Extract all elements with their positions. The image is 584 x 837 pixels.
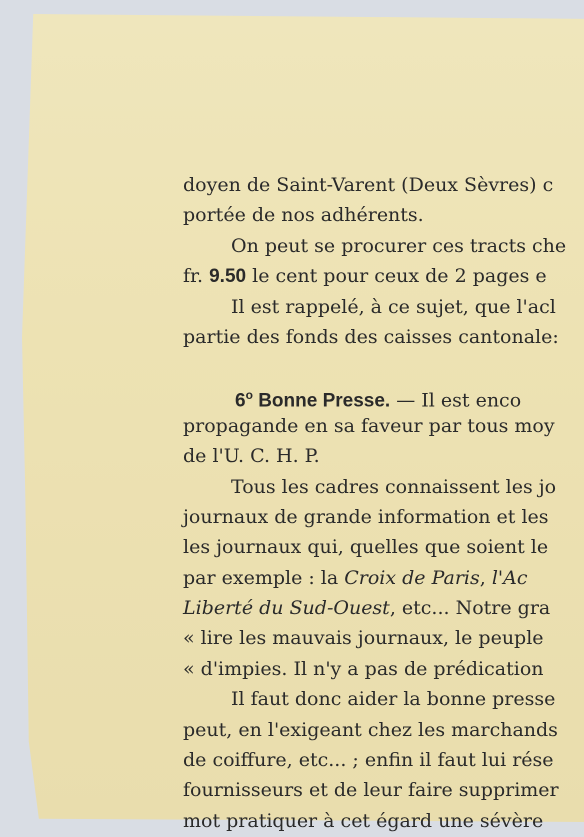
text-line: « d'impies. Il n'y a pas de prédication [183,657,544,680]
section-gap [183,352,584,380]
document-text [183,170,584,832]
text-line: portée de nos adhérents. [183,204,424,227]
newspaper-title: Liberté du Sud-Ouest [183,597,390,620]
text-line: par exemple : la Croix de Paris, l'Ac [183,566,528,589]
text-line: fournisseurs et de leur faire supprimer [183,779,559,802]
newspaper-title: l'Ac [491,566,528,589]
text-line: Il est rappelé, à ce sujet, que l'acl [231,295,556,318]
text-line: les journaux qui, quelles que soient le [183,536,549,559]
newspaper-title: Croix de Paris [344,566,480,589]
text-line: « lire les mauvais journaux, le peuple [183,627,544,650]
text-line: journaux de grande information et les [183,505,549,528]
text-line: propagande en sa faveur par tous moy [183,414,555,437]
text-line: partie des fonds des caisses cantonale: [183,325,559,348]
section-heading-line: 6$^o$ Bonne Presse. — Il est enco [235,388,522,412]
text-line: Il faut donc aider la bonne presse [231,688,556,711]
price-value: 9.50 [209,266,247,288]
text-line: Tous les cadres connaissent les jo [231,475,557,498]
text-line: fr. 9.50 le cent pour ceux de 2 pages e [183,265,547,288]
text-line: de coiffure, etc... ; enfin il faut lui rése [183,749,554,772]
section-heading: Bonne Presse. [252,390,391,412]
text-line: peut, en l'exigeant chez les marchands [183,718,558,741]
text-line: doyen de Saint-Varent (Deux Sèvres) c [183,174,554,196]
text-line: On peut se procurer ces tracts che [231,234,567,257]
text-line: Liberté du Sud-Ouest, etc... Notre gra [183,597,551,620]
text-line: mot pratiquer à cet égard une sévère [183,809,544,832]
text-line: de l'U. C. H. P. [183,445,320,468]
